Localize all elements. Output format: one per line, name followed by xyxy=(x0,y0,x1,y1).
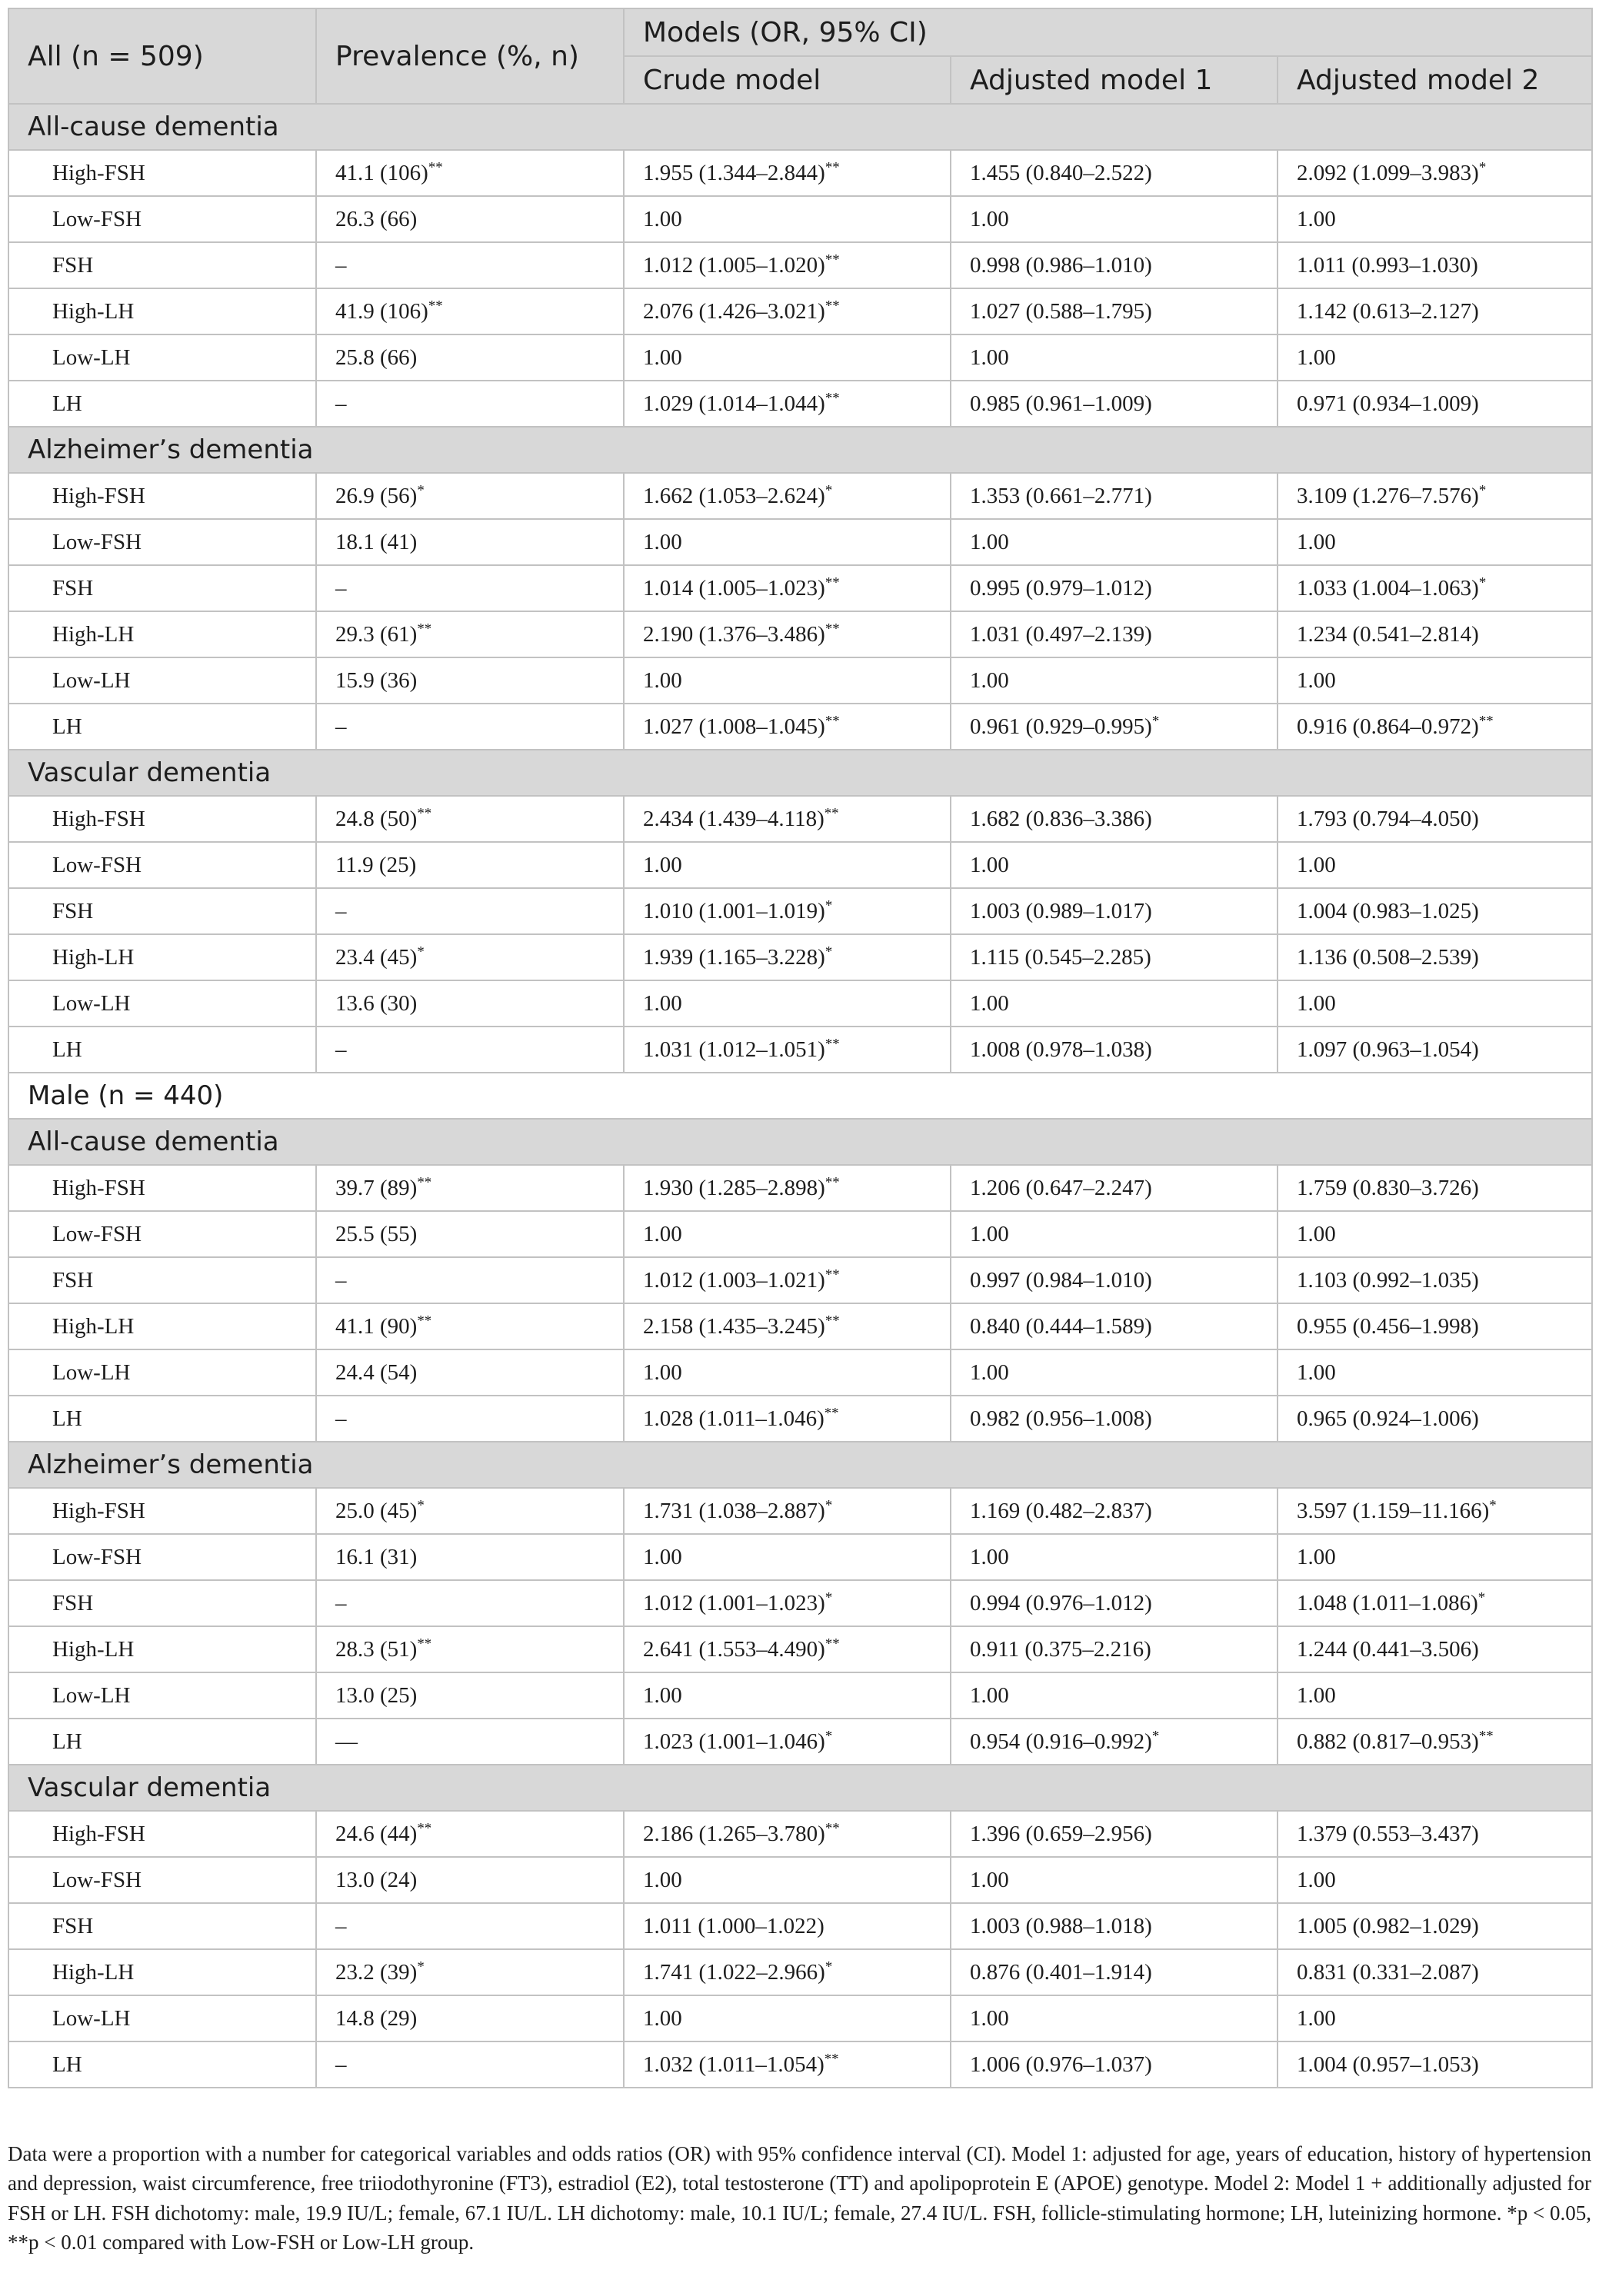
adjusted-model-2-cell: 1.011 (0.993–1.030) xyxy=(1278,242,1592,288)
adjusted-model-1-cell: 1.00 xyxy=(951,1672,1278,1719)
row-label: Low-FSH xyxy=(8,1534,316,1580)
crude-model-cell: 1.741 (1.022–2.966)* xyxy=(624,1949,951,1995)
section-header-row xyxy=(8,1765,1592,1811)
table-row xyxy=(8,334,1592,381)
adjusted-model-2-cell: 1.00 xyxy=(1278,1534,1592,1580)
crude-model-cell: 1.00 xyxy=(624,980,951,1027)
crude-model-cell: 1.010 (1.001–1.019)* xyxy=(624,888,951,934)
adjusted-model-2-cell: 1.379 (0.553–3.437) xyxy=(1278,1811,1592,1857)
adjusted-model-2-cell: 1.005 (0.982–1.029) xyxy=(1278,1903,1592,1949)
prevalence-cell: – xyxy=(316,381,624,427)
table-row xyxy=(8,611,1592,657)
table-row xyxy=(8,1027,1592,1073)
table-row xyxy=(8,1488,1592,1534)
row-label: High-LH xyxy=(8,288,316,334)
crude-model-cell: 2.434 (1.439–4.118)** xyxy=(624,796,951,842)
row-label: Low-FSH xyxy=(8,842,316,888)
table-row xyxy=(8,1672,1592,1719)
adjusted-model-1-cell: 1.00 xyxy=(951,196,1278,242)
row-label: High-FSH xyxy=(8,473,316,519)
prevalence-cell: 14.8 (29) xyxy=(316,1995,624,2041)
row-label: Low-FSH xyxy=(8,196,316,242)
crude-model-cell: 2.641 (1.553–4.490)** xyxy=(624,1626,951,1672)
crude-model-cell: 1.012 (1.005–1.020)** xyxy=(624,242,951,288)
table-row xyxy=(8,980,1592,1027)
adjusted-model-1-cell: 1.00 xyxy=(951,334,1278,381)
adjusted-model-1-cell: 0.998 (0.986–1.010) xyxy=(951,242,1278,288)
table-row xyxy=(8,1626,1592,1672)
row-label: LH xyxy=(8,1396,316,1442)
row-label: Low-LH xyxy=(8,1995,316,2041)
table-row xyxy=(8,704,1592,750)
section-header-row xyxy=(8,1442,1592,1488)
row-label: High-FSH xyxy=(8,1165,316,1211)
prevalence-cell: – xyxy=(316,1257,624,1303)
crude-model-cell: 1.031 (1.012–1.051)** xyxy=(624,1027,951,1073)
crude-model-cell: 2.186 (1.265–3.780)** xyxy=(624,1811,951,1857)
table-row xyxy=(8,242,1592,288)
row-label: FSH xyxy=(8,1903,316,1949)
section-title: Alzheimer’s dementia xyxy=(8,427,1592,473)
adjusted-model-1-cell: 1.353 (0.661–2.771) xyxy=(951,473,1278,519)
table-row xyxy=(8,1719,1592,1765)
row-label: Low-LH xyxy=(8,657,316,704)
table-row xyxy=(8,888,1592,934)
header-models: Models (OR, 95% CI) xyxy=(624,8,1592,56)
adjusted-model-1-cell: 0.961 (0.929–0.995)* xyxy=(951,704,1278,750)
crude-model-cell: 1.00 xyxy=(624,657,951,704)
adjusted-model-2-cell: 1.142 (0.613–2.127) xyxy=(1278,288,1592,334)
adjusted-model-1-cell: 1.00 xyxy=(951,519,1278,565)
adjusted-model-2-cell: 3.109 (1.276–7.576)* xyxy=(1278,473,1592,519)
prevalence-cell: 13.0 (25) xyxy=(316,1672,624,1719)
adjusted-model-1-cell: 1.169 (0.482–2.837) xyxy=(951,1488,1278,1534)
row-label: High-FSH xyxy=(8,150,316,196)
section-header-row xyxy=(8,1119,1592,1165)
prevalence-cell: 25.8 (66) xyxy=(316,334,624,381)
prevalence-cell: – xyxy=(316,1903,624,1949)
adjusted-model-1-cell: 1.00 xyxy=(951,1349,1278,1396)
crude-model-cell: 1.00 xyxy=(624,1349,951,1396)
prevalence-cell: 41.1 (106)** xyxy=(316,150,624,196)
section-header-row xyxy=(8,427,1592,473)
prevalence-cell: 13.0 (24) xyxy=(316,1857,624,1903)
row-label: LH xyxy=(8,1027,316,1073)
crude-model-cell: 1.029 (1.014–1.044)** xyxy=(624,381,951,427)
table-row xyxy=(8,934,1592,980)
prevalence-cell: – xyxy=(316,1396,624,1442)
table-row xyxy=(8,1257,1592,1303)
section-title: Vascular dementia xyxy=(8,1765,1592,1811)
table-row xyxy=(8,1349,1592,1396)
adjusted-model-2-cell: 1.004 (0.983–1.025) xyxy=(1278,888,1592,934)
adjusted-model-2-cell: 1.00 xyxy=(1278,196,1592,242)
adjusted-model-2-cell: 0.965 (0.924–1.006) xyxy=(1278,1396,1592,1442)
adjusted-model-1-cell: 1.00 xyxy=(951,657,1278,704)
row-label: High-LH xyxy=(8,1949,316,1995)
header-adjusted-1: Adjusted model 1 xyxy=(951,56,1278,104)
row-label: Low-LH xyxy=(8,1349,316,1396)
adjusted-model-1-cell: 1.00 xyxy=(951,1211,1278,1257)
crude-model-cell: 1.930 (1.285–2.898)** xyxy=(624,1165,951,1211)
row-label: FSH xyxy=(8,1580,316,1626)
adjusted-model-2-cell: 1.00 xyxy=(1278,1672,1592,1719)
crude-model-cell: 1.955 (1.344–2.844)** xyxy=(624,150,951,196)
row-label: High-LH xyxy=(8,1626,316,1672)
prevalence-cell: 28.3 (51)** xyxy=(316,1626,624,1672)
table-header xyxy=(8,8,1592,104)
prevalence-cell: 26.3 (66) xyxy=(316,196,624,242)
row-label: FSH xyxy=(8,888,316,934)
prevalence-cell: 23.2 (39)* xyxy=(316,1949,624,1995)
prevalence-cell: 24.6 (44)** xyxy=(316,1811,624,1857)
row-label: High-LH xyxy=(8,934,316,980)
adjusted-model-1-cell: 1.00 xyxy=(951,842,1278,888)
row-label: Low-FSH xyxy=(8,1857,316,1903)
adjusted-model-1-cell: 0.995 (0.979–1.012) xyxy=(951,565,1278,611)
crude-model-cell: 1.00 xyxy=(624,1995,951,2041)
section-header-row xyxy=(8,104,1592,150)
crude-model-cell: 1.011 (1.000–1.022) xyxy=(624,1903,951,1949)
adjusted-model-1-cell: 1.003 (0.989–1.017) xyxy=(951,888,1278,934)
section-title: All-cause dementia xyxy=(8,104,1592,150)
header-prevalence: Prevalence (%, n) xyxy=(316,8,624,104)
adjusted-model-2-cell: 0.916 (0.864–0.972)** xyxy=(1278,704,1592,750)
crude-model-cell: 2.076 (1.426–3.021)** xyxy=(624,288,951,334)
table-row xyxy=(8,381,1592,427)
crude-model-cell: 1.028 (1.011–1.046)** xyxy=(624,1396,951,1442)
row-label: FSH xyxy=(8,242,316,288)
adjusted-model-1-cell: 0.997 (0.984–1.010) xyxy=(951,1257,1278,1303)
table-row xyxy=(8,473,1592,519)
adjusted-model-1-cell: 1.00 xyxy=(951,1995,1278,2041)
row-label: LH xyxy=(8,381,316,427)
table-row xyxy=(8,1857,1592,1903)
crude-model-cell: 1.662 (1.053–2.624)* xyxy=(624,473,951,519)
adjusted-model-2-cell: 1.136 (0.508–2.539) xyxy=(1278,934,1592,980)
section-title: Male (n = 440) xyxy=(8,1073,1592,1119)
prevalence-cell: 41.1 (90)** xyxy=(316,1303,624,1349)
row-label: LH xyxy=(8,2041,316,2088)
adjusted-model-1-cell: 0.911 (0.375–2.216) xyxy=(951,1626,1278,1672)
prevalence-cell: 15.9 (36) xyxy=(316,657,624,704)
table-row xyxy=(8,1995,1592,2041)
adjusted-model-1-cell: 1.00 xyxy=(951,1857,1278,1903)
adjusted-model-2-cell: 1.234 (0.541–2.814) xyxy=(1278,611,1592,657)
adjusted-model-1-cell: 0.840 (0.444–1.589) xyxy=(951,1303,1278,1349)
prevalence-cell: 24.8 (50)** xyxy=(316,796,624,842)
crude-model-cell: 1.939 (1.165–3.228)* xyxy=(624,934,951,980)
row-label: High-FSH xyxy=(8,1488,316,1534)
adjusted-model-1-cell: 1.006 (0.976–1.037) xyxy=(951,2041,1278,2088)
prevalence-cell: 41.9 (106)** xyxy=(316,288,624,334)
adjusted-model-2-cell: 1.00 xyxy=(1278,1211,1592,1257)
adjusted-model-2-cell: 0.882 (0.817–0.953)** xyxy=(1278,1719,1592,1765)
table-row xyxy=(8,1303,1592,1349)
adjusted-model-2-cell: 1.097 (0.963–1.054) xyxy=(1278,1027,1592,1073)
adjusted-model-2-cell: 1.00 xyxy=(1278,519,1592,565)
crude-model-cell: 1.014 (1.005–1.023)** xyxy=(624,565,951,611)
adjusted-model-2-cell: 1.244 (0.441–3.506) xyxy=(1278,1626,1592,1672)
crude-model-cell: 1.00 xyxy=(624,519,951,565)
adjusted-model-2-cell: 1.033 (1.004–1.063)* xyxy=(1278,565,1592,611)
table-row xyxy=(8,196,1592,242)
table-body xyxy=(8,104,1592,2088)
prevalence-cell: – xyxy=(316,2041,624,2088)
adjusted-model-2-cell: 2.092 (1.099–3.983)* xyxy=(1278,150,1592,196)
adjusted-model-1-cell: 1.115 (0.545–2.285) xyxy=(951,934,1278,980)
adjusted-model-2-cell: 1.793 (0.794–4.050) xyxy=(1278,796,1592,842)
row-label: Low-LH xyxy=(8,980,316,1027)
table-row xyxy=(8,1580,1592,1626)
adjusted-model-1-cell: 0.982 (0.956–1.008) xyxy=(951,1396,1278,1442)
crude-model-cell: 1.00 xyxy=(624,1857,951,1903)
prevalence-cell: – xyxy=(316,1027,624,1073)
adjusted-model-1-cell: 1.00 xyxy=(951,980,1278,1027)
crude-model-cell: 1.00 xyxy=(624,1534,951,1580)
adjusted-model-1-cell: 1.003 (0.988–1.018) xyxy=(951,1903,1278,1949)
adjusted-model-2-cell: 1.103 (0.992–1.035) xyxy=(1278,1257,1592,1303)
section-header-row xyxy=(8,750,1592,796)
row-label: Low-FSH xyxy=(8,1211,316,1257)
adjusted-model-2-cell: 0.955 (0.456–1.998) xyxy=(1278,1303,1592,1349)
header-cohort: All (n = 509) xyxy=(8,8,316,104)
section-title: Alzheimer’s dementia xyxy=(8,1442,1592,1488)
adjusted-model-1-cell: 1.00 xyxy=(951,1534,1278,1580)
adjusted-model-1-cell: 1.027 (0.588–1.795) xyxy=(951,288,1278,334)
adjusted-model-1-cell: 0.954 (0.916–0.992)* xyxy=(951,1719,1278,1765)
header-adjusted-2: Adjusted model 2 xyxy=(1278,56,1592,104)
crude-model-cell: 2.158 (1.435–3.245)** xyxy=(624,1303,951,1349)
crude-model-cell: 1.00 xyxy=(624,842,951,888)
row-label: High-LH xyxy=(8,1303,316,1349)
table-row xyxy=(8,1534,1592,1580)
adjusted-model-1-cell: 1.031 (0.497–2.139) xyxy=(951,611,1278,657)
prevalence-cell: – xyxy=(316,888,624,934)
table-row xyxy=(8,1396,1592,1442)
prevalence-cell: 39.7 (89)** xyxy=(316,1165,624,1211)
adjusted-model-1-cell: 1.396 (0.659–2.956) xyxy=(951,1811,1278,1857)
table-row xyxy=(8,1211,1592,1257)
prevalence-cell: 24.4 (54) xyxy=(316,1349,624,1396)
adjusted-model-1-cell: 0.994 (0.976–1.012) xyxy=(951,1580,1278,1626)
adjusted-model-2-cell: 1.048 (1.011–1.086)* xyxy=(1278,1580,1592,1626)
crude-model-cell: 1.027 (1.008–1.045)** xyxy=(624,704,951,750)
table-row xyxy=(8,519,1592,565)
adjusted-model-1-cell: 1.682 (0.836–3.386) xyxy=(951,796,1278,842)
adjusted-model-1-cell: 0.985 (0.961–1.009) xyxy=(951,381,1278,427)
adjusted-model-2-cell: 1.759 (0.830–3.726) xyxy=(1278,1165,1592,1211)
adjusted-model-2-cell: 1.004 (0.957–1.053) xyxy=(1278,2041,1592,2088)
crude-model-cell: 1.00 xyxy=(624,1211,951,1257)
prevalence-cell: 18.1 (41) xyxy=(316,519,624,565)
row-label: High-LH xyxy=(8,611,316,657)
crude-model-cell: 1.012 (1.001–1.023)* xyxy=(624,1580,951,1626)
adjusted-model-2-cell: 1.00 xyxy=(1278,1349,1592,1396)
row-label: Low-LH xyxy=(8,1672,316,1719)
prevalence-cell: 25.0 (45)* xyxy=(316,1488,624,1534)
prevalence-cell: – xyxy=(316,565,624,611)
crude-model-cell: 1.731 (1.038–2.887)* xyxy=(624,1488,951,1534)
adjusted-model-2-cell: 1.00 xyxy=(1278,1995,1592,2041)
results-table xyxy=(8,8,1593,2088)
table-row xyxy=(8,2041,1592,2088)
crude-model-cell: 2.190 (1.376–3.486)** xyxy=(624,611,951,657)
prevalence-cell: 16.1 (31) xyxy=(316,1534,624,1580)
prevalence-cell: — xyxy=(316,1719,624,1765)
prevalence-cell: 25.5 (55) xyxy=(316,1211,624,1257)
table-footnote: Data were a proportion with a number for categorical variables and odds ratios (OR) with 95% confidence interval (CI). Model 1: adjusted for age, years of education, history of hypertension and depression, waist circumference, free triiodothyronine (FT3), estradiol (E2), total testosterone (TT) and apolipoprotein E (APOE) genotype. Model 2: Model 1 + additionally adjusted for FSH or LH. FSH dichotomy: male, 19.9 IU/L; female, 67.1 IU/L. LH dichotomy: male, 10.1 IU/L; female, 27.4 IU/L. FSH, follicle-stimulating hormone; LH, luteinizing hormone. *p < 0.05, **p < 0.01 compared with Low-FSH or Low-LH group. xyxy=(8,2142,1591,2254)
adjusted-model-2-cell: 1.00 xyxy=(1278,842,1592,888)
prevalence-cell: 23.4 (45)* xyxy=(316,934,624,980)
crude-model-cell: 1.00 xyxy=(624,196,951,242)
table-row xyxy=(8,842,1592,888)
adjusted-model-2-cell: 1.00 xyxy=(1278,980,1592,1027)
row-label: FSH xyxy=(8,1257,316,1303)
table-row xyxy=(8,1165,1592,1211)
prevalence-cell: 29.3 (61)** xyxy=(316,611,624,657)
prevalence-cell: – xyxy=(316,1580,624,1626)
table-row xyxy=(8,288,1592,334)
adjusted-model-2-cell: 1.00 xyxy=(1278,334,1592,381)
crude-model-cell: 1.00 xyxy=(624,1672,951,1719)
section-header-row xyxy=(8,1073,1592,1119)
table-row xyxy=(8,1903,1592,1949)
row-label: LH xyxy=(8,1719,316,1765)
adjusted-model-2-cell: 0.971 (0.934–1.009) xyxy=(1278,381,1592,427)
section-title: All-cause dementia xyxy=(8,1119,1592,1165)
prevalence-cell: – xyxy=(316,242,624,288)
adjusted-model-2-cell: 1.00 xyxy=(1278,1857,1592,1903)
prevalence-cell: 13.6 (30) xyxy=(316,980,624,1027)
section-title: Vascular dementia xyxy=(8,750,1592,796)
crude-model-cell: 1.023 (1.001–1.046)* xyxy=(624,1719,951,1765)
adjusted-model-1-cell: 1.206 (0.647–2.247) xyxy=(951,1165,1278,1211)
adjusted-model-2-cell: 0.831 (0.331–2.087) xyxy=(1278,1949,1592,1995)
adjusted-model-1-cell: 0.876 (0.401–1.914) xyxy=(951,1949,1278,1995)
row-label: LH xyxy=(8,704,316,750)
row-label: FSH xyxy=(8,565,316,611)
adjusted-model-2-cell: 1.00 xyxy=(1278,657,1592,704)
prevalence-cell: 26.9 (56)* xyxy=(316,473,624,519)
adjusted-model-2-cell: 3.597 (1.159–11.166)* xyxy=(1278,1488,1592,1534)
row-label: Low-LH xyxy=(8,334,316,381)
adjusted-model-1-cell: 1.008 (0.978–1.038) xyxy=(951,1027,1278,1073)
header-crude: Crude model xyxy=(624,56,951,104)
crude-model-cell: 1.032 (1.011–1.054)** xyxy=(624,2041,951,2088)
table-row xyxy=(8,657,1592,704)
prevalence-cell: – xyxy=(316,704,624,750)
table-row xyxy=(8,796,1592,842)
row-label: High-FSH xyxy=(8,796,316,842)
row-label: Low-FSH xyxy=(8,519,316,565)
table-row xyxy=(8,150,1592,196)
adjusted-model-1-cell: 1.455 (0.840–2.522) xyxy=(951,150,1278,196)
table-row xyxy=(8,565,1592,611)
prevalence-cell: 11.9 (25) xyxy=(316,842,624,888)
table-row xyxy=(8,1811,1592,1857)
table-row xyxy=(8,1949,1592,1995)
crude-model-cell: 1.00 xyxy=(624,334,951,381)
row-label: High-FSH xyxy=(8,1811,316,1857)
crude-model-cell: 1.012 (1.003–1.021)** xyxy=(624,1257,951,1303)
